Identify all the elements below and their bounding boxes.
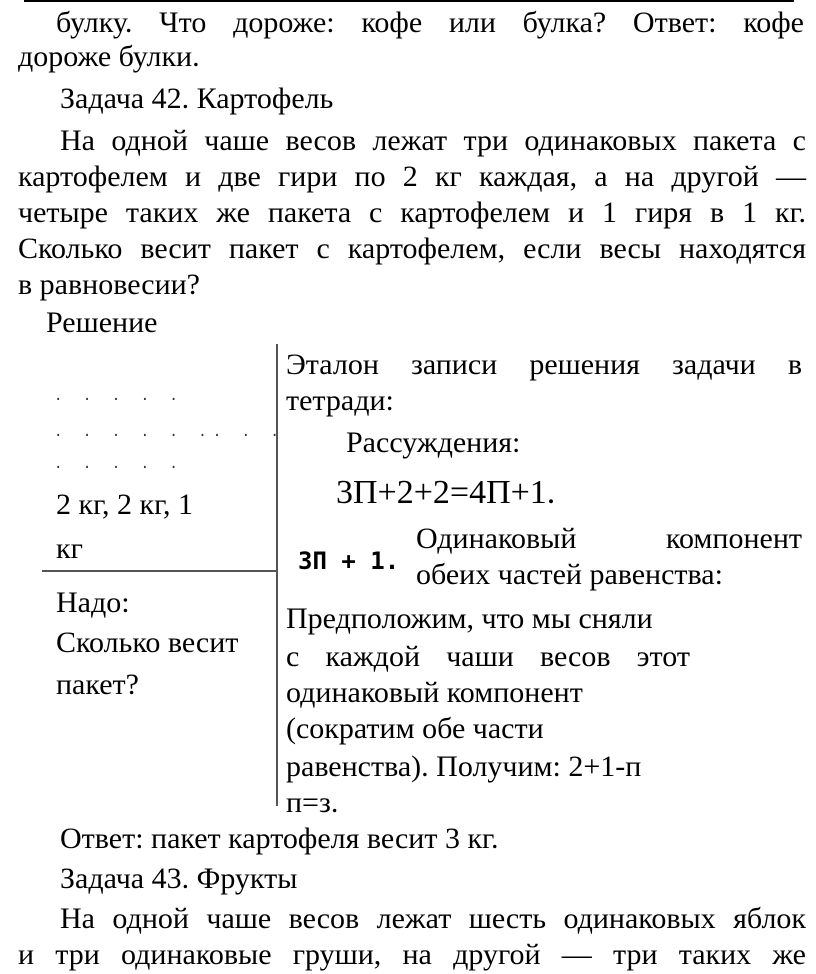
common-line-2: обеих частей равенства: xyxy=(416,558,723,591)
solution-heading: Решение xyxy=(46,306,158,339)
task42-line-1: На одной чаше весов лежат три одинаковых пакета с xyxy=(60,124,806,157)
top-rule xyxy=(24,0,794,2)
answer: Ответ: пакет картофеля весит 3 кг. xyxy=(60,822,499,855)
weights-line-1: 2 кг, 2 кг, 1 xyxy=(56,488,193,521)
task42-line-5: в равновесии? xyxy=(18,268,200,301)
suppose-line-2: с каждой чаши весов этот xyxy=(286,640,690,673)
intro-line-1: булку. Что дороже: кофе или булка? Ответ: кофе xyxy=(56,6,804,39)
row-divider xyxy=(42,570,278,572)
model-line-1: Эталон записи решения задачи в xyxy=(286,348,802,381)
question-line-2: пакет? xyxy=(56,668,139,701)
suppose-line-1: Предположим, что мы сняли xyxy=(286,602,653,635)
suppose-line-6: п=з. xyxy=(286,786,339,819)
question-line-1: Сколько весит xyxy=(56,626,239,659)
task42-line-2: картофелем и две гири по 2 кг каждая, а на другой — xyxy=(18,160,806,193)
suppose-line-3: одинаковый компонент xyxy=(286,676,583,709)
need-label: Надо: xyxy=(56,586,130,619)
weights-dots-3: · · · · · xyxy=(54,460,184,476)
task43-line-2: и три одинаковые груши, на другой — три таких же xyxy=(18,938,806,971)
task43-line-1: На одной чаше весов лежат шесть одинаковых яблок xyxy=(60,902,806,935)
task43-title: Задача 43. Фрукты xyxy=(60,862,298,895)
equation: 3П+2+2=4П+1. xyxy=(336,474,556,511)
weights-dots-1: · · · · · xyxy=(54,392,184,408)
suppose-line-4: (сократим обе части xyxy=(286,712,544,745)
column-divider xyxy=(276,344,278,806)
suppose-line-5: равенства). Получим: 2+1-п xyxy=(286,750,642,783)
reasoning-label: Рассуждения: xyxy=(346,426,521,459)
task42-line-3: четыре таких же пакета с картофелем и 1 гиря в 1 кг. xyxy=(18,196,806,229)
model-line-2: тетради: xyxy=(286,384,394,417)
weights-line-2: кг xyxy=(56,532,83,565)
task42-title: Задача 42. Картофель xyxy=(60,82,334,115)
weights-dots-2: · · · · · ·· · · xyxy=(54,428,285,444)
intro-line-2: дороже булки. xyxy=(18,40,200,73)
common-line-1: Одинаковый компонент xyxy=(416,522,802,555)
task42-line-4: Сколько весит пакет с картофелем, если весы находятся xyxy=(18,232,806,265)
common-expression: 3П + 1. xyxy=(298,547,400,575)
